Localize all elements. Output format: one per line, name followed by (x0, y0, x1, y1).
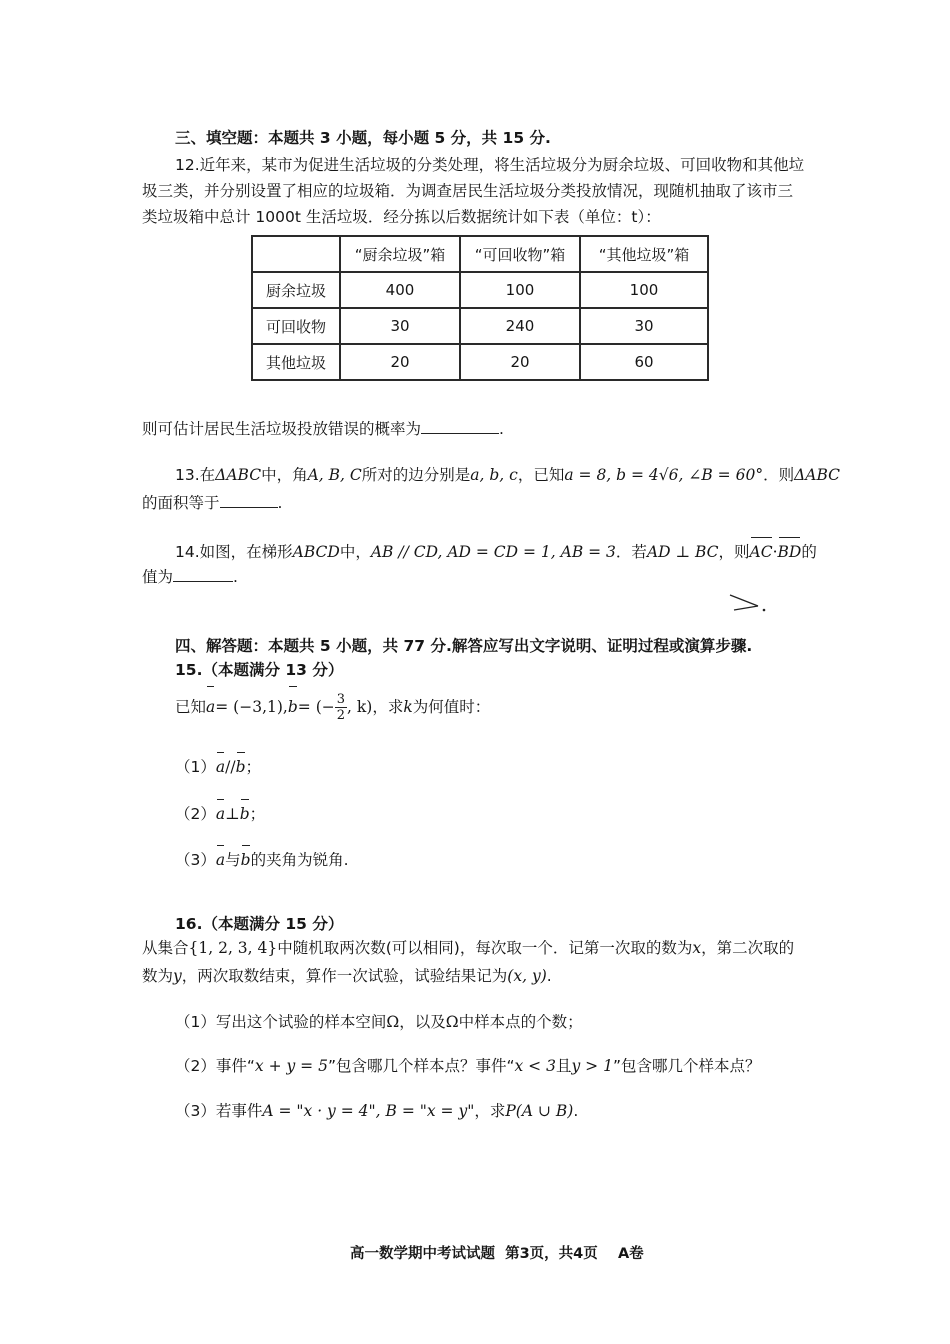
q14-answer-blank[interactable] (173, 565, 233, 582)
table-row (252, 308, 708, 344)
table-cell: 30 (580, 308, 708, 344)
q16-x: x (692, 939, 702, 957)
q12-answer-blank[interactable] (421, 417, 499, 434)
q16-sub-2 (175, 1052, 760, 1080)
q15-text: 的夹角为锐角. (250, 851, 349, 869)
q15-fraction-denominator: 2 (336, 708, 346, 723)
q16-text: （3）若事件 (175, 1102, 263, 1120)
q15-title: 15.（本题满分 13 分） (175, 661, 344, 679)
q13-triangle: ΔABC (215, 466, 262, 484)
table-cell: 100 (580, 272, 708, 308)
table-cell: 400 (340, 272, 460, 308)
q14-text: 14.如图，在梯形 (175, 543, 293, 561)
q16-text: （1）写出这个试验的样本空间 (175, 1013, 387, 1031)
q16-event-1: x + y = 5 (254, 1057, 328, 1075)
trapezoid-figure-fragment (728, 592, 772, 618)
q16-pair: (x, y) (507, 967, 547, 985)
q16-text: ”包含哪几个样本点？事件“ (327, 1057, 515, 1075)
q15-sub-3 (175, 843, 349, 874)
q15-fraction-numerator: 3 (336, 692, 346, 707)
q14-text: ，则 (718, 543, 750, 561)
q14-dot: · (772, 543, 778, 561)
q13-line-1 (175, 461, 840, 489)
q12-line-1: 12.近年来，某市为促进生活垃圾的分类处理，将生活垃圾分为厨余垃圾、可回收物和其他垃 (175, 156, 805, 174)
q16-text: 中样本点的个数； (458, 1013, 583, 1031)
q16-text: ，两次取数结束，算作一次试验，试验结果记为 (181, 967, 508, 985)
q16-set: {1, 2, 3, 4} (188, 939, 278, 957)
q16-text: . (546, 967, 552, 985)
q15-text: 已知 (175, 698, 207, 716)
q16-line-2 (142, 962, 552, 990)
table-cell: 20 (460, 344, 580, 380)
section-3-heading: 三、填空题：本题共 3 小题，每小题 5 分，共 15 分. (175, 129, 551, 147)
q13-text: ．则 (763, 466, 795, 484)
table-header-cell: “其他垃圾”箱 (580, 236, 708, 272)
q12-line-2: 圾三类，并分别设置了相应的垃圾箱．为调查居民生活垃圾分类投放情况，现随机抽取了该市三 (142, 182, 794, 200)
q13-text: 中，角 (261, 466, 308, 484)
q15-vector-b: b (240, 797, 250, 828)
q13-sides: a, b, c (470, 466, 518, 484)
figure-vertex-dot (763, 609, 766, 612)
q16-text: ，以及 (399, 1013, 446, 1031)
q16-sub-3 (175, 1097, 578, 1125)
q15-perpendicular: ⊥ (225, 805, 240, 823)
table-cell: 20 (340, 344, 460, 380)
q16-text: ”包含哪几个样本点？ (612, 1057, 761, 1075)
q15-sub-1 (175, 750, 261, 781)
figure-edge (730, 595, 758, 606)
q15-vector-a: a (206, 684, 215, 727)
q16-line-1 (142, 934, 794, 962)
table-row (252, 272, 708, 308)
waste-data-table (251, 235, 709, 381)
q14-text: 的 (801, 543, 817, 561)
q15-vector-a: a (216, 750, 225, 781)
table-corner-cell (252, 236, 340, 272)
q15-text: ，求 (372, 698, 404, 716)
q13-text: ，已知 (517, 466, 565, 484)
q16-text: 从集合 (142, 939, 189, 957)
q14-line-1 (175, 535, 817, 566)
table-row-label: 可回收物 (252, 308, 340, 344)
q16-event-2: y > 1 (571, 1057, 613, 1075)
q15-text: 与 (225, 851, 241, 869)
q13-line-2 (142, 489, 282, 517)
q14-shape: ABCD (292, 543, 340, 561)
table-cell: 240 (460, 308, 580, 344)
q12-line-3: 类垃圾箱中总计 1000t 生活垃圾．经分拣以后数据统计如下表（单位：t）： (142, 208, 661, 226)
q16-text: 中随机取两次数(可以相同)，每次取一个．记第一次取的数为 (277, 939, 693, 957)
q16-text: 数为 (142, 967, 174, 985)
q13-text: 所对的边分别是 (361, 466, 471, 484)
q15-sub-label: （3） (175, 851, 216, 869)
q16-text: ，第二次取的 (701, 939, 795, 957)
q16-event-2: x < 3 (514, 1057, 556, 1075)
q13-triangle: ΔABC (794, 466, 841, 484)
q14-vector-bd: BD (778, 535, 802, 566)
q16-probability: P(A ∪ B) (505, 1102, 574, 1120)
q16-title: 16.（本题满分 15 分） (175, 915, 344, 933)
q15-sub-label: （2） (175, 805, 216, 823)
q15-b-value: , k) (347, 698, 373, 716)
q15-vector-a: a (216, 797, 225, 828)
q13-text: 13.在 (175, 466, 216, 484)
table-header-cell: “厨余垃圾”箱 (340, 236, 460, 272)
q13-text: 的面积等于 (142, 494, 220, 512)
q15-b-value: = (− (297, 698, 335, 716)
q16-sub-1 (175, 1008, 583, 1036)
table-cell: 100 (460, 272, 580, 308)
q16-events: A = "x · y = 4", B = "x = y" (262, 1102, 475, 1120)
q14-text: 中， (339, 543, 371, 561)
q15-text: ； (249, 805, 266, 823)
q12-answer-line (142, 415, 504, 443)
q15-k: k (403, 698, 413, 716)
q15-vector-b: b (241, 843, 251, 874)
q13-angles: A, B, C (307, 466, 362, 484)
q15-sub-2 (175, 797, 265, 828)
q15-vector-b: b (288, 684, 298, 727)
q14-line-2 (142, 563, 238, 591)
table-header-row (252, 236, 708, 272)
table-row-label: 其他垃圾 (252, 344, 340, 380)
q13-end: . (277, 494, 283, 512)
q16-text: ，求 (474, 1102, 506, 1120)
table-header-cell: “可回收物”箱 (460, 236, 580, 272)
q15-parallel: // (225, 758, 236, 776)
q13-answer-blank[interactable] (220, 491, 278, 508)
q16-omega: Ω (445, 1013, 459, 1031)
q16-omega: Ω (386, 1013, 400, 1031)
q15-vector-a: a (216, 843, 225, 874)
q14-condition: AB // CD, AD = CD = 1, AB = 3 (370, 543, 616, 561)
q12-answer-text: 则可估计居民生活垃圾投放错误的概率为 (142, 420, 422, 438)
q13-given: a = 8, b = 4√6, ∠B = 60° (564, 466, 764, 484)
q16-text: . (573, 1102, 579, 1120)
q14-vector-ac: AC (750, 535, 773, 566)
section-4-heading: 四、解答题：本题共 5 小题，共 77 分.解答应写出文字说明、证明过程或演算步骤. (175, 637, 753, 655)
q15-sub-label: （1） (175, 758, 216, 776)
figure-edge (734, 606, 758, 610)
q15-a-value: = (−3,1), (215, 698, 288, 716)
table-cell: 60 (580, 344, 708, 380)
q15-text: ； (245, 758, 262, 776)
q15-intro-line (175, 684, 490, 727)
q16-y: y (173, 967, 182, 985)
q14-text: ．若 (615, 543, 647, 561)
q14-text: 值为 (142, 568, 174, 586)
q15-vector-b: b (236, 750, 246, 781)
q16-text: （2）事件“ (175, 1057, 255, 1075)
q14-end: . (233, 568, 238, 586)
q15-text: 为何值时： (412, 698, 491, 716)
table-cell: 30 (340, 308, 460, 344)
q16-text: 且 (555, 1057, 572, 1075)
table-row-label: 厨余垃圾 (252, 272, 340, 308)
page-footer: 高一数学期中考试试题 第3页，共4页 A卷 (350, 1246, 644, 1262)
q12-answer-end: . (499, 420, 504, 438)
q15-fraction (335, 692, 347, 723)
q14-perpendicular: AD ⊥ BC (646, 543, 719, 561)
table-row (252, 344, 708, 380)
